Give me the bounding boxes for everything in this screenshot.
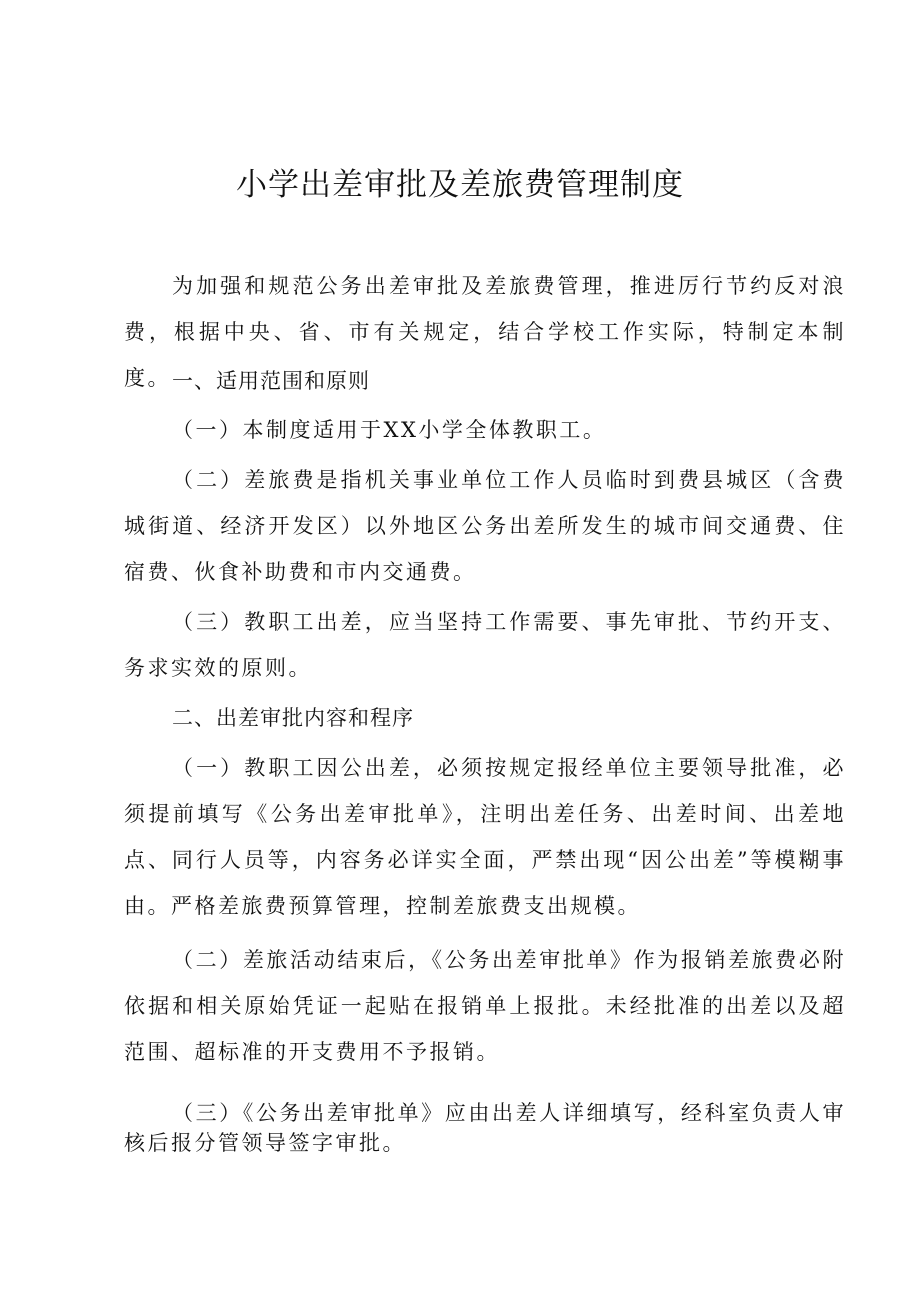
section2-item-3: （三）《公务出差审批单》应由出差人详细填写，经科室负责人审核后报分管领导签字审批。 bbox=[124, 1101, 846, 1155]
intro-paragraph: 为加强和规范公务出差审批及差旅费管理，推进厉行节约反对浪费，根据中央、省、市有关规定，结合学校工作实际，特制定本制度。 bbox=[124, 274, 846, 390]
section1-item-2: （二）差旅费是指机关事业单位工作人员临时到费县城区（含费城街道、经济开发区）以外地区公务出差所发生的城市间交通费、住宿费、伙食补助费和市内交通费。 bbox=[124, 468, 846, 584]
section1-item-1: （一）本制度适用于XX小学全体教职工。 bbox=[172, 418, 607, 442]
section1-item-3: （三）教职工出差，应当坚持工作需要、事先审批、节约开支、务求实效的原则。 bbox=[124, 610, 846, 680]
document-title: 小学出差审批及差旅费管理制度 bbox=[236, 167, 684, 203]
section2-item-2: （二）差旅活动结束后，《公务出差审批单》作为报销差旅费必附依据和相关原始凭证一起贴在报销单上报批。未经批准的出差以及超范围、超标准的开支费用不予报销。 bbox=[124, 948, 846, 1064]
section-heading-2: 二、出差审批内容和程序 bbox=[172, 706, 414, 730]
section2-item-1: （一）教职工因公出差，必须按规定报经单位主要领导批准，必须提前填写《公务出差审批单》，注明出差任务、出差时间、出差地点、同行人员等，内容务必详实全面，严禁出现“因公出差”等模糊事由。严格差旅费预算管理，控制差旅费支出规模。 bbox=[124, 756, 846, 918]
section-heading-1: 一、适用范围和原则 bbox=[172, 369, 370, 393]
